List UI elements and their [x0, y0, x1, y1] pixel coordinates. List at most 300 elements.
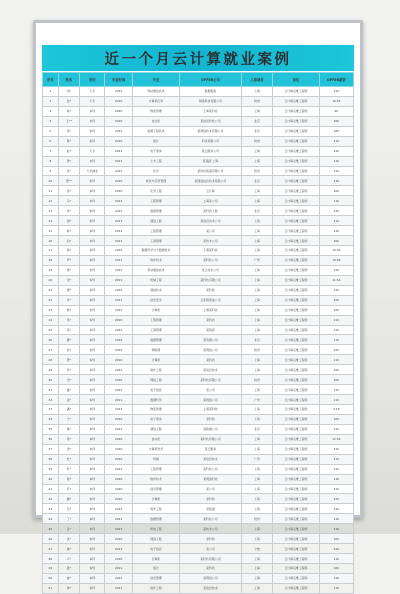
column-header: 姓名: [58, 73, 80, 87]
table-row: [43, 126, 354, 136]
table-cell: 本科: [80, 246, 105, 256]
table-cell: 10K: [319, 116, 353, 126]
table-cell: 魏*: [58, 494, 80, 504]
table-cell: 12K: [319, 305, 353, 315]
table-cell: 2021: [105, 464, 133, 474]
table-cell: 2021: [105, 524, 133, 534]
table-cell: 陈*: [58, 136, 80, 146]
table-cell: 数据科学与大数据技术: [133, 246, 180, 256]
table-cell: 罗*: [58, 255, 80, 265]
table-cell: 10.5K: [319, 246, 353, 256]
table-cell: 11K: [319, 335, 353, 345]
table-cell: 某科技: [179, 414, 241, 424]
table-row: [43, 514, 354, 524]
table-cell: 24: [43, 315, 59, 325]
table-cell: 37: [43, 444, 59, 454]
table-cell: 9.5K: [319, 405, 353, 415]
table-cell: 本科: [80, 514, 105, 524]
table-cell: 49: [43, 564, 59, 574]
table-cell: 杨*: [58, 106, 80, 116]
table-cell: 2022: [105, 246, 133, 256]
table-cell: 6: [43, 136, 59, 146]
table-cell: 许*: [58, 295, 80, 305]
table-cell: 本科: [80, 196, 105, 206]
table-cell: 余*: [58, 444, 80, 454]
table-cell: 11: [43, 186, 59, 196]
table-cell: 软件与应用管理: [133, 176, 180, 186]
table-cell: 2021: [105, 216, 133, 226]
table-cell: 云计算运维工程师: [273, 106, 320, 116]
table-cell: 本科: [80, 156, 105, 166]
table-cell: 2021: [105, 325, 133, 335]
column-header: OFFER公司: [179, 73, 241, 87]
table-row: [43, 206, 354, 216]
table-cell: 13K: [319, 176, 353, 186]
table-cell: 某科技有限公司: [179, 434, 241, 444]
table-cell: 11K: [319, 464, 353, 474]
table-cell: 2021: [105, 146, 133, 156]
table-cell: 北京: [242, 176, 273, 186]
table-cell: 本科: [80, 206, 105, 216]
table-cell: 本科: [80, 504, 105, 514]
table-cell: 2020: [105, 444, 133, 454]
table-cell: 本科: [80, 255, 105, 265]
table-cell: 2021: [105, 365, 133, 375]
table-body: [43, 87, 354, 594]
table-row: [43, 414, 354, 424]
table-cell: 本科: [80, 385, 105, 395]
table-cell: 10: [43, 176, 59, 186]
table-cell: 云计算运维工程师: [273, 275, 320, 285]
table-cell: 宁波: [242, 544, 273, 554]
table-cell: 软件工程: [133, 504, 180, 514]
table-cell: 2022: [105, 196, 133, 206]
table-cell: 2022: [105, 285, 133, 295]
table-cell: 2021: [105, 395, 133, 405]
table-cell: 杜*: [58, 454, 80, 464]
table-cell: 2021: [105, 305, 133, 315]
table-cell: 赵*: [58, 146, 80, 156]
table-cell: 15: [43, 226, 59, 236]
table-cell: 上海: [242, 554, 273, 564]
table-cell: 计算机应用: [133, 96, 180, 106]
table-cell: 34: [43, 414, 59, 424]
table-cell: 4: [43, 116, 59, 126]
table-cell: 2020: [105, 554, 133, 564]
table-row: [43, 454, 354, 464]
table-row: [43, 226, 354, 236]
table-cell: 上海某公司: [179, 196, 241, 206]
table-cell: 董*: [58, 385, 80, 395]
table-row: [43, 156, 354, 166]
table-cell: 2020: [105, 116, 133, 126]
table-cell: 某集团 上海: [179, 156, 241, 166]
table-cell: 云计算运维工程师: [273, 534, 320, 544]
table-cell: 本科: [80, 335, 105, 345]
column-header: 序号: [43, 73, 59, 87]
table-cell: 云计算运维工程师: [273, 454, 320, 464]
table-cell: 2020: [105, 186, 133, 196]
table-cell: 本科: [80, 564, 105, 574]
table-cell: 云计算运维工程师: [273, 246, 320, 256]
table-cell: 电子商务: [133, 414, 180, 424]
table-cell: 梁*: [58, 265, 80, 275]
table-cell: 10.5K: [319, 255, 353, 265]
table-cell: 本科: [80, 405, 105, 415]
table-cell: 北京: [242, 335, 273, 345]
table-row: [43, 196, 354, 206]
table-row: [43, 315, 354, 325]
table-cell: 蒋*: [58, 424, 80, 434]
table-cell: 云计算运维工程师: [273, 424, 320, 434]
table-cell: 软件工程: [133, 365, 180, 375]
table-cell: 11K: [319, 315, 353, 325]
table-cell: 11K: [319, 265, 353, 275]
table-cell: 吴*: [58, 166, 80, 176]
table-cell: 蔡*: [58, 434, 80, 444]
table-cell: 云计算运维工程师: [273, 544, 320, 554]
table-cell: 某科技有限公司: [179, 375, 241, 385]
table-cell: 上海: [242, 186, 273, 196]
table-cell: 朱*: [58, 206, 80, 216]
table-cell: 上海: [242, 146, 273, 156]
table-cell: 某科技上海: [179, 206, 241, 216]
table-cell: 10K: [319, 236, 353, 246]
table-cell: 计算机科学: [133, 444, 180, 454]
table-cell: 1: [43, 87, 59, 97]
table-cell: 云计算运维工程师: [273, 385, 320, 395]
table-cell: 叶*: [58, 464, 80, 474]
table-cell: 38: [43, 454, 59, 464]
table-cell: 信息安全: [133, 295, 180, 305]
table-cell: 2020: [105, 315, 133, 325]
table-cell: 某数据公司: [179, 424, 241, 434]
table-cell: 云计算运维工程师: [273, 87, 320, 97]
table-cell: 本科: [80, 464, 105, 474]
table-cell: 10K: [319, 534, 353, 544]
table-cell: 25: [43, 325, 59, 335]
table-row: [43, 484, 354, 494]
table-cell: 11K: [319, 156, 353, 166]
table-cell: 2020: [105, 375, 133, 385]
table-cell: 网络科技有限公司: [179, 96, 241, 106]
table-cell: 姜*: [58, 564, 80, 574]
table-cell: 本科: [80, 136, 105, 146]
table-cell: 工程管理: [133, 315, 180, 325]
table-row: [43, 325, 354, 335]
table-row: [43, 464, 354, 474]
table-cell: 本科: [80, 315, 105, 325]
table-cell: 本科: [80, 365, 105, 375]
table-row: [43, 265, 354, 275]
table-cell: 本科: [80, 534, 105, 544]
table-cell: 上海某科技: [179, 305, 241, 315]
poster-frame: [33, 20, 363, 591]
table-cell: 21: [43, 285, 59, 295]
table-cell: 杭州: [242, 96, 273, 106]
table-cell: 刘*: [58, 87, 80, 97]
table-cell: 17: [43, 246, 59, 256]
table-cell: 软件技术: [133, 474, 180, 484]
table-cell: 崔*: [58, 573, 80, 583]
table-cell: 上海: [242, 285, 273, 295]
table-row: [43, 504, 354, 514]
table-cell: 张*: [58, 96, 80, 106]
table-cell: 42: [43, 494, 59, 504]
table-cell: 某信息技术公司: [179, 216, 241, 226]
table-cell: 云计算运维工程师: [273, 315, 320, 325]
table-cell: 某信息技术: [179, 365, 241, 375]
table-cell: 上海: [242, 405, 273, 415]
table-cell: 上海某科技: [179, 246, 241, 256]
table-cell: 冯*: [58, 315, 80, 325]
table-cell: 云计算运维工程师: [273, 216, 320, 226]
table-cell: 某公司: [179, 226, 241, 236]
table-cell: 自动化: [133, 116, 180, 126]
table-cell: 云系统集成公司: [179, 295, 241, 305]
table-cell: 云计算运维工程师: [273, 355, 320, 365]
table-cell: 本科: [80, 434, 105, 444]
table-cell: 本科: [80, 275, 105, 285]
table-cell: 某科技: [179, 355, 241, 365]
table-cell: 某公司: [179, 484, 241, 494]
table-cell: 16: [43, 236, 59, 246]
table-cell: 云计算运维工程师: [273, 434, 320, 444]
table-cell: 工程管理: [133, 226, 180, 236]
table-cell: 高*: [58, 246, 80, 256]
table-cell: 计算机: [133, 305, 180, 315]
table-cell: 某云服务公司: [179, 146, 241, 156]
table-cell: 10K: [319, 365, 353, 375]
table-cell: 11K: [319, 504, 353, 514]
table-cell: 2021: [105, 265, 133, 275]
table-cell: 北京: [242, 126, 273, 136]
table-cell: 2021: [105, 385, 133, 395]
table-cell: 能源工程技术: [133, 126, 180, 136]
table-cell: 12K: [319, 345, 353, 355]
table-cell: 2020: [105, 96, 133, 106]
table-cell: 某集团: [179, 504, 241, 514]
table-cell: 某技术公司: [179, 524, 241, 534]
table-row: [43, 355, 354, 365]
table-cell: 上海: [242, 305, 273, 315]
table-cell: 本科: [80, 305, 105, 315]
table-row: [43, 345, 354, 355]
table-cell: 12K: [319, 146, 353, 156]
table-cell: 化学工程: [133, 186, 180, 196]
table-cell: 本科: [80, 573, 105, 583]
table-cell: 上海: [242, 315, 273, 325]
table-cell: 上海: [242, 474, 273, 484]
table-cell: 2021: [105, 156, 133, 166]
table-cell: 11K: [319, 444, 353, 454]
table-cell: 2021: [105, 126, 133, 136]
table-cell: 上海: [242, 464, 273, 474]
table-cell: 科技有限公司: [179, 136, 241, 146]
table-cell: 移动通信技术: [133, 265, 180, 275]
table-cell: 云计算运维工程师: [273, 206, 320, 216]
table-cell: 计算机: [133, 355, 180, 365]
table-cell: 电子信息: [133, 385, 180, 395]
column-header: OFFER薪资: [319, 73, 353, 87]
table-row: [43, 166, 354, 176]
table-cell: 杭州: [242, 514, 273, 524]
table-row: [43, 573, 354, 583]
table-row: [43, 216, 354, 226]
table-row: [43, 255, 354, 265]
table-cell: 3: [43, 106, 59, 116]
table-cell: 上海: [242, 573, 273, 583]
table-cell: 上海某科技: [179, 106, 241, 116]
table-cell: 云计算运维工程师: [273, 365, 320, 375]
table-cell: 上海: [242, 295, 273, 305]
table-cell: 12K: [319, 544, 353, 554]
table-cell: 云计算运维工程师: [273, 325, 320, 335]
table-cell: 11K: [319, 325, 353, 335]
table-row: [43, 246, 354, 256]
table-cell: 自动化: [133, 434, 180, 444]
table-cell: 11K: [319, 514, 353, 524]
table-cell: 孙*: [58, 186, 80, 196]
table-row: [43, 444, 354, 454]
table-cell: 20: [43, 275, 59, 285]
table-cell: 化学: [133, 166, 180, 176]
table-cell: 11.5K: [319, 275, 353, 285]
table-cell: 某公司: [179, 385, 241, 395]
table-cell: 2020: [105, 474, 133, 484]
table-cell: 11K: [319, 355, 353, 365]
table-cell: 2020: [105, 494, 133, 504]
table-cell: 云计算运维工程师: [273, 295, 320, 305]
table-cell: 云计算运维工程师: [273, 474, 320, 484]
table-cell: 2020: [105, 434, 133, 444]
table-cell: 工商管理: [133, 325, 180, 335]
table-cell: 云计算运维工程师: [273, 583, 320, 593]
table-cell: 7: [43, 146, 59, 156]
table-cell: 10K: [319, 375, 353, 385]
table-cell: 46: [43, 534, 59, 544]
table-cell: 云计算运维工程师: [273, 226, 320, 236]
table-row: [43, 583, 354, 593]
table-cell: 曾*: [58, 355, 80, 365]
table-cell: 郑**: [58, 176, 80, 186]
table-cell: 王**: [58, 116, 80, 126]
table-cell: 田*: [58, 375, 80, 385]
cases-table: [42, 72, 354, 594]
table-row: [43, 564, 354, 574]
table-cell: 2021: [105, 236, 133, 246]
table-cell: 云计算运维工程师: [273, 444, 320, 454]
table-cell: 50: [43, 573, 59, 583]
table-cell: 李*: [58, 126, 80, 136]
table-cell: 本科: [80, 375, 105, 385]
table-cell: 唐*: [58, 285, 80, 295]
table-cell: 8: [43, 156, 59, 166]
table-cell: 11K: [319, 166, 353, 176]
table-cell: 11K: [319, 583, 353, 593]
table-cell: 某网络公司: [179, 573, 241, 583]
table-cell: 14: [43, 216, 59, 226]
table-cell: 本科: [80, 583, 105, 593]
table-cell: 电子商务: [133, 146, 180, 156]
table-cell: 上海: [242, 236, 273, 246]
table-row: [43, 405, 354, 415]
table-cell: 程*: [58, 474, 80, 484]
table-cell: 10.5K: [319, 96, 353, 106]
table-cell: 云计算运维工程师: [273, 405, 320, 415]
table-cell: 本科: [80, 265, 105, 275]
table-cell: 某科技: [179, 534, 241, 544]
table-cell: 上海: [242, 534, 273, 544]
table-cell: 2021: [105, 583, 133, 593]
table-cell: 计算机: [133, 494, 180, 504]
table-cell: 何*: [58, 236, 80, 246]
table-cell: 通信技术: [133, 285, 180, 295]
table-row: [43, 146, 354, 156]
column-header: 学历: [80, 73, 105, 87]
table-cell: 本科: [80, 544, 105, 554]
table-cell: 云计算运维工程师: [273, 554, 320, 564]
table-cell: 通信工程: [133, 216, 180, 226]
table-cell: 11K: [319, 385, 353, 395]
table-cell: 上海: [242, 385, 273, 395]
table-cell: 2020: [105, 106, 133, 116]
table-cell: 某科技有限公司: [179, 275, 241, 285]
table-cell: 云计算运维工程师: [273, 136, 320, 146]
table-cell: 本科: [80, 494, 105, 504]
table-cell: 本科: [80, 226, 105, 236]
table-cell: 云计算运维工程师: [273, 156, 320, 166]
table-cell: 11K: [319, 136, 353, 146]
table-cell: 11K: [319, 216, 353, 226]
table-cell: 姚*: [58, 544, 80, 554]
table-cell: 2021: [105, 405, 133, 415]
table-cell: 数据管理: [133, 514, 180, 524]
poster-board: [36, 23, 360, 591]
table-cell: 丁*: [58, 514, 80, 524]
table-row: [43, 365, 354, 375]
table-cell: 23: [43, 305, 59, 315]
table-cell: 18: [43, 255, 59, 265]
table-cell: 上海: [242, 444, 273, 454]
header-row: [43, 73, 354, 87]
table-cell: 上海: [242, 583, 273, 593]
table-cell: 云计算运维工程师: [273, 504, 320, 514]
table-row: [43, 275, 354, 285]
table-cell: 2021: [105, 504, 133, 514]
title-banner: [42, 45, 354, 71]
table-cell: 上海: [242, 494, 273, 504]
table-cell: 31: [43, 385, 59, 395]
table-cell: 22: [43, 295, 59, 305]
table-row: [43, 434, 354, 444]
table-cell: 电子信息: [133, 544, 180, 554]
table-cell: 12K: [319, 206, 353, 216]
table-cell: 33: [43, 405, 59, 415]
table-cell: 林*: [58, 226, 80, 236]
table-cell: 通信工程: [133, 424, 180, 434]
table-cell: 广州: [242, 395, 273, 405]
table-cell: 移动通信技术: [133, 87, 180, 97]
table-cell: 某科技: [179, 315, 241, 325]
table-cell: 11K: [319, 573, 353, 583]
table-cell: 2: [43, 96, 59, 106]
table-row: [43, 96, 354, 106]
table-cell: 27: [43, 345, 59, 355]
table-cell: 某网络公司: [179, 345, 241, 355]
table-cell: 某云服务: [179, 444, 241, 454]
table-cell: 杭州: [242, 166, 273, 176]
